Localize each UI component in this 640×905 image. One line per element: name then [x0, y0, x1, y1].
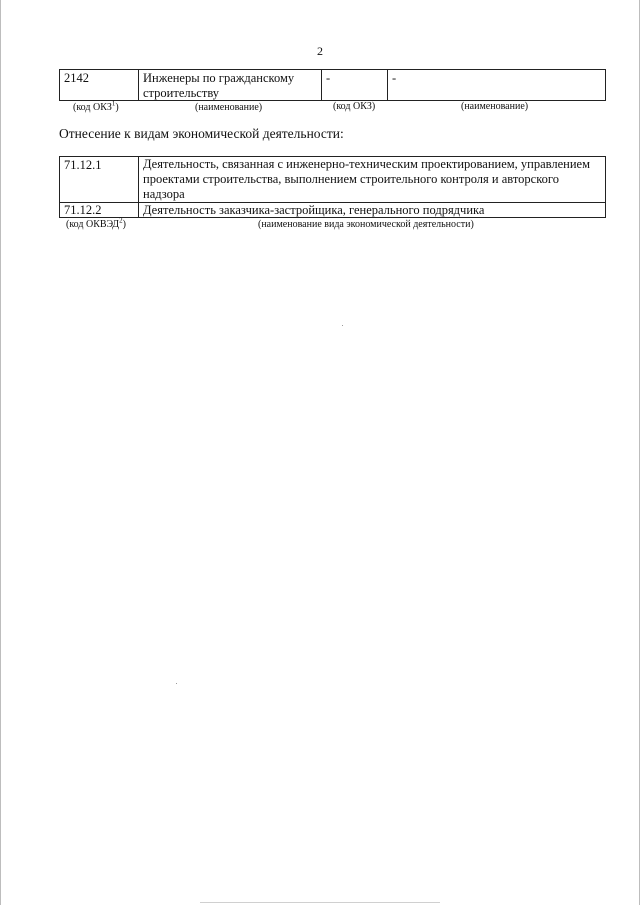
okz-name-cell: Инженеры по гражданскому строительству — [139, 70, 322, 100]
okved-row — [60, 157, 605, 203]
okz-name-caption: (наименование) — [195, 102, 263, 113]
okved-code-cell: 71.12.1 — [60, 157, 139, 202]
okved-row — [60, 203, 605, 218]
okved-name-cell: Деятельность заказчика-застройщика, генерального подрядчика — [143, 203, 485, 217]
scan-speck — [176, 683, 177, 684]
okved-code-caption-text: (код ОКВЭД — [66, 219, 120, 230]
okz-table — [59, 69, 606, 101]
okved-name-cell: Деятельность, связанная с инженерно-техническим проектированием, управлением проектами строительства, выполнением строительного контроля и авторского надзора — [143, 157, 591, 201]
okz-code-cell: 2142 — [60, 70, 139, 100]
okz-code-caption-close: ) — [115, 102, 119, 113]
okz-name2-caption: (наименование) — [461, 101, 529, 112]
activities-heading: Отнесение к видам экономической деятельности: — [59, 126, 344, 141]
page-number: 2 — [317, 44, 323, 58]
okz-code2-caption: (код ОКЗ) — [333, 101, 376, 112]
okved-name-caption: (наименование вида экономической деятельности) — [258, 219, 474, 230]
okved-code-caption — [66, 216, 126, 231]
okz-code-caption — [73, 99, 119, 114]
okz-code2-cell: - — [322, 70, 388, 100]
okved-footnote-mark: 2 — [119, 216, 123, 225]
okved-table — [59, 156, 606, 218]
scan-speck — [342, 325, 343, 326]
okved-code-caption-close: ) — [122, 219, 126, 230]
page-edge-left — [0, 0, 1, 905]
scan-edge-line — [200, 902, 440, 903]
okz-code-caption-text: (код ОКЗ — [73, 102, 112, 113]
okved-code-cell: 71.12.2 — [60, 203, 139, 218]
okz-name2-cell: - — [392, 71, 397, 85]
okz-footnote-mark: 1 — [111, 99, 116, 108]
